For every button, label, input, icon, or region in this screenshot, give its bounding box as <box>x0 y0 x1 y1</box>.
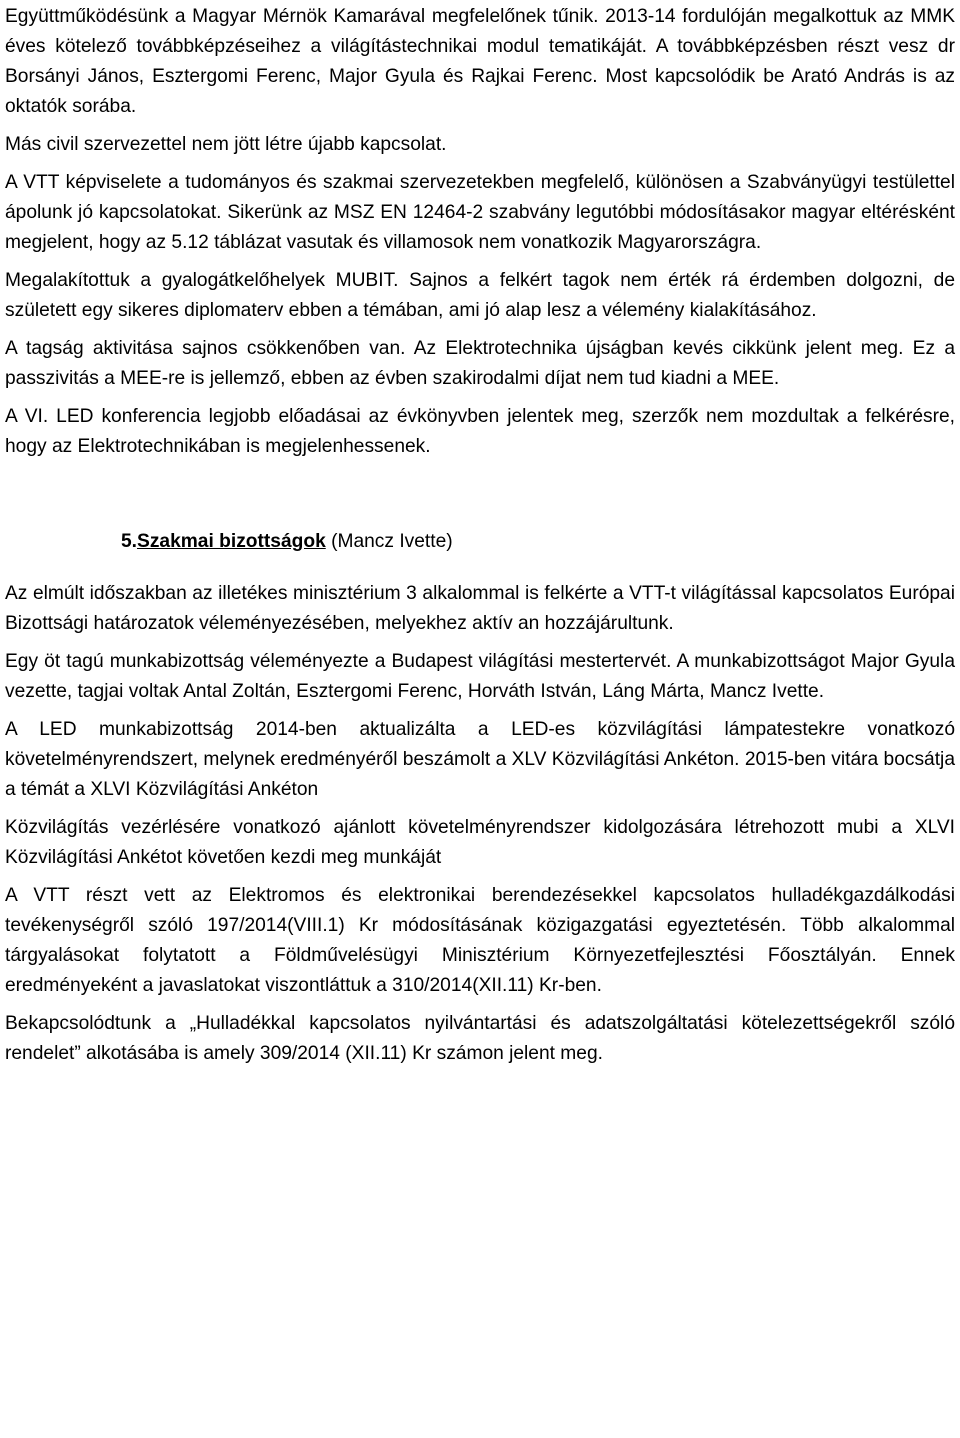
paragraph-budapest-masterplan: Egy öt tagú munkabizottság véleményezte a Budapest világítási mestertervét. A munkabizottságot Major Gyula vezette, tagjai voltak Antal Zoltán, Esztergomi Ferenc, Horváth István, Láng Márta, Mancz Ivette. <box>5 651 955 702</box>
section-number: 5. <box>121 531 138 552</box>
section-title: Szakmai bizottságok <box>137 531 326 552</box>
paragraph-mmk-cooperation: Együttműködésünk a Magyar Mérnök Kamarával megfelelőnek tűnik. 2013-14 fordulóján megalkottuk az MMK éves kötelező továbbképzéseihez a világítástechnikai modul tematikáját. A továbbképzésben részt vesz dr Borsányi János, Esztergomi Ferenc, Major Gyula és Rajkai Ferenc. Most kapcsolódik be Arató András is az oktatók sorába. <box>5 6 955 117</box>
paragraph-waste-management: A VTT részt vett az Elektromos és elektronikai berendezésekkel kapcsolatos hulladékgazdálkodási tevékenységről szóló 197/2014(VIII.1) Kr módosításának közigazgatási egyeztetésén. Több alkalommal tárgyalásokat folytatott a Földművelésügyi Minisztérium Környezetfejlesztési Főosztályán. Ennek eredményeként a javaslatokat viszontláttuk a 310/2014(XII.11) Kr-ben. <box>5 885 955 996</box>
document-page <box>0 2 960 1438</box>
section-author: (Mancz Ivette) <box>325 531 453 552</box>
paragraph-eu-commission-review: Az elmúlt időszakban az illetékes minisztérium 3 alkalommal is felkérte a VTT-t világítással kapcsolatos Európai Bizottsági határozatok véleményezésében, melyekhez aktív an hozzájárultunk. <box>5 583 955 634</box>
paragraph-led-conference: A VI. LED konferencia legjobb előadásai az évkönyvben jelentek meg, szerzők nem mozdultak a felkérésre, hogy az Elektrotechnikában is megjelenhessenek. <box>5 406 955 457</box>
paragraph-pedestrian-crossing-committee: Megalakítottuk a gyalogátkelőhelyek MUBIT. Sajnos a felkért tagok nem érték rá érdemben dolgozni, de született egy sikeres diplomaterv ebben a témában, ami jó alap lesz a vélemény kialakításához. <box>5 270 955 321</box>
paragraph-membership-activity: A tagság aktivitása sajnos csökkenőben van. Az Elektrotechnika újságban kevés cikkünk jelent meg. Ez a passzivitás a MEE-re is jellemző, ebben az évben szakirodalmi díjat nem tud kiadni a MEE. <box>5 338 955 389</box>
paragraph-standards-representation: A VTT képviselete a tudományos és szakmai szervezetekben megfelelő, különösen a Szabványügyi testülettel ápolunk jó kapcsolatokat. Sikerünk az MSZ EN 12464-2 szabvány legutóbbi módosításakor magyar eltérésként megjelent, hogy az 5.12 táblázat vasutak és villamosok nem vonatkozik Magyarországra. <box>5 172 955 253</box>
paragraph-led-committee: A LED munkabizottság 2014-ben aktualizálta a LED-es közvilágítási lámpatestekre vonatkozó követelményrendszert, melynek eredményéről beszámolt a XLV Közvilágítási Ankéton. 2015-ben vitára bocsátja a témát a XLVI Közvilágítási Ankéton <box>5 719 955 800</box>
paragraph-lighting-control: Közvilágítás vezérlésére vonatkozó ajánlott követelményrendszer kidolgozására létrehozott mubi a XLVI Közvilágítási Ankétot követően kezdi meg munkáját <box>5 817 955 868</box>
paragraph-waste-regulation: Bekapcsolódtunk a „Hulladékkal kapcsolatos nyilvántartási és adatszolgáltatási kötelezettségekről szóló rendelet” alkotásába is amely 309/2014 (XII.11) Kr számon jelent meg. <box>5 1013 955 1064</box>
section-heading <box>5 527 955 557</box>
paragraph-other-organizations: Más civil szervezettel nem jött létre újabb kapcsolat. <box>5 134 447 155</box>
